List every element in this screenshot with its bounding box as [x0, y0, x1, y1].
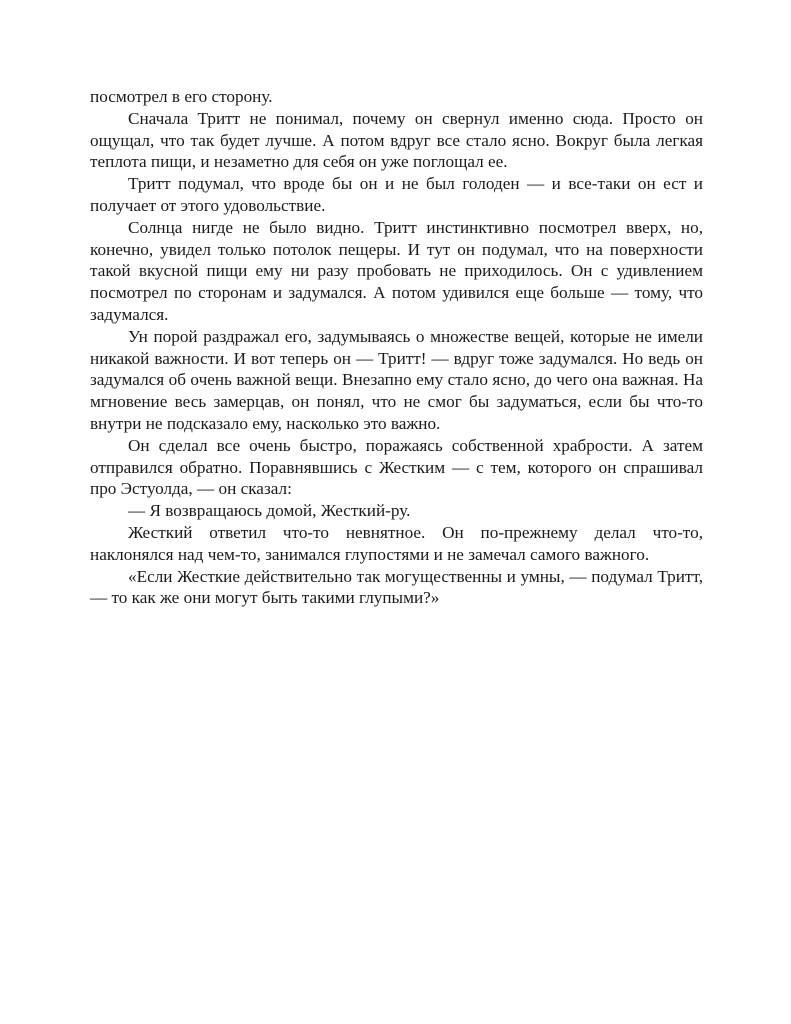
paragraph: Ун порой раздражал его, задумываясь о множестве вещей, которые не имели никакой важности. И вот теперь он — Тритт! — вдруг тоже задумался. Но ведь он задумался об очень важной вещи. Внезапно ему стало ясно, до чего она важная. На мгновение весь замерцав, он понял, что не смог бы задуматься, если бы что-то внутри не подсказало ему, насколько это важно. [90, 326, 703, 433]
paragraph: Сначала Тритт не понимал, почему он свернул именно сюда. Просто он ощущал, что так будет лучше. А потом вдруг все стало ясно. Вокруг была легкая теплота пищи, и незаметно для себя он уже поглощал ее. [90, 108, 703, 172]
paragraph: Тритт подумал, что вроде бы он и не был голоден — и все-таки он ест и получает от этого удовольствие. [90, 174, 703, 215]
paragraph: «Если Жесткие действительно так могущественны и умны, — подумал Тритт, — то как же они могут быть такими глупыми?» [90, 566, 703, 608]
paragraph: Жесткий ответил что-то невнятное. Он по-прежнему делал что-то, наклонялся над чем-то, занимался глупостями и не замечал самого важного. [90, 522, 703, 564]
paragraph: Он сделал все очень быстро, поражаясь собственной храбрости. А затем отправился обратно. Поравнявшись с Жестким — с тем, которого он спрашивал про Эстуолда, — он сказал: [90, 435, 703, 499]
paragraph: Солнца нигде не было видно. Тритт инстинктивно посмотрел вверх, но, конечно, увидел только потолок пещеры. И тут он подумал, что на поверхности такой вкусной пищи ему ни разу пробовать не приходилось. Он с удивлением посмотрел по сторонам и задумался. А потом удивился еще больше — тому, что задумался. [90, 217, 703, 324]
paragraph: — Я возвращаюсь домой, Жесткий-ру. [128, 501, 411, 521]
paragraph: посмотрел в его сторону. [90, 87, 273, 106]
page-text-block [90, 86, 703, 609]
